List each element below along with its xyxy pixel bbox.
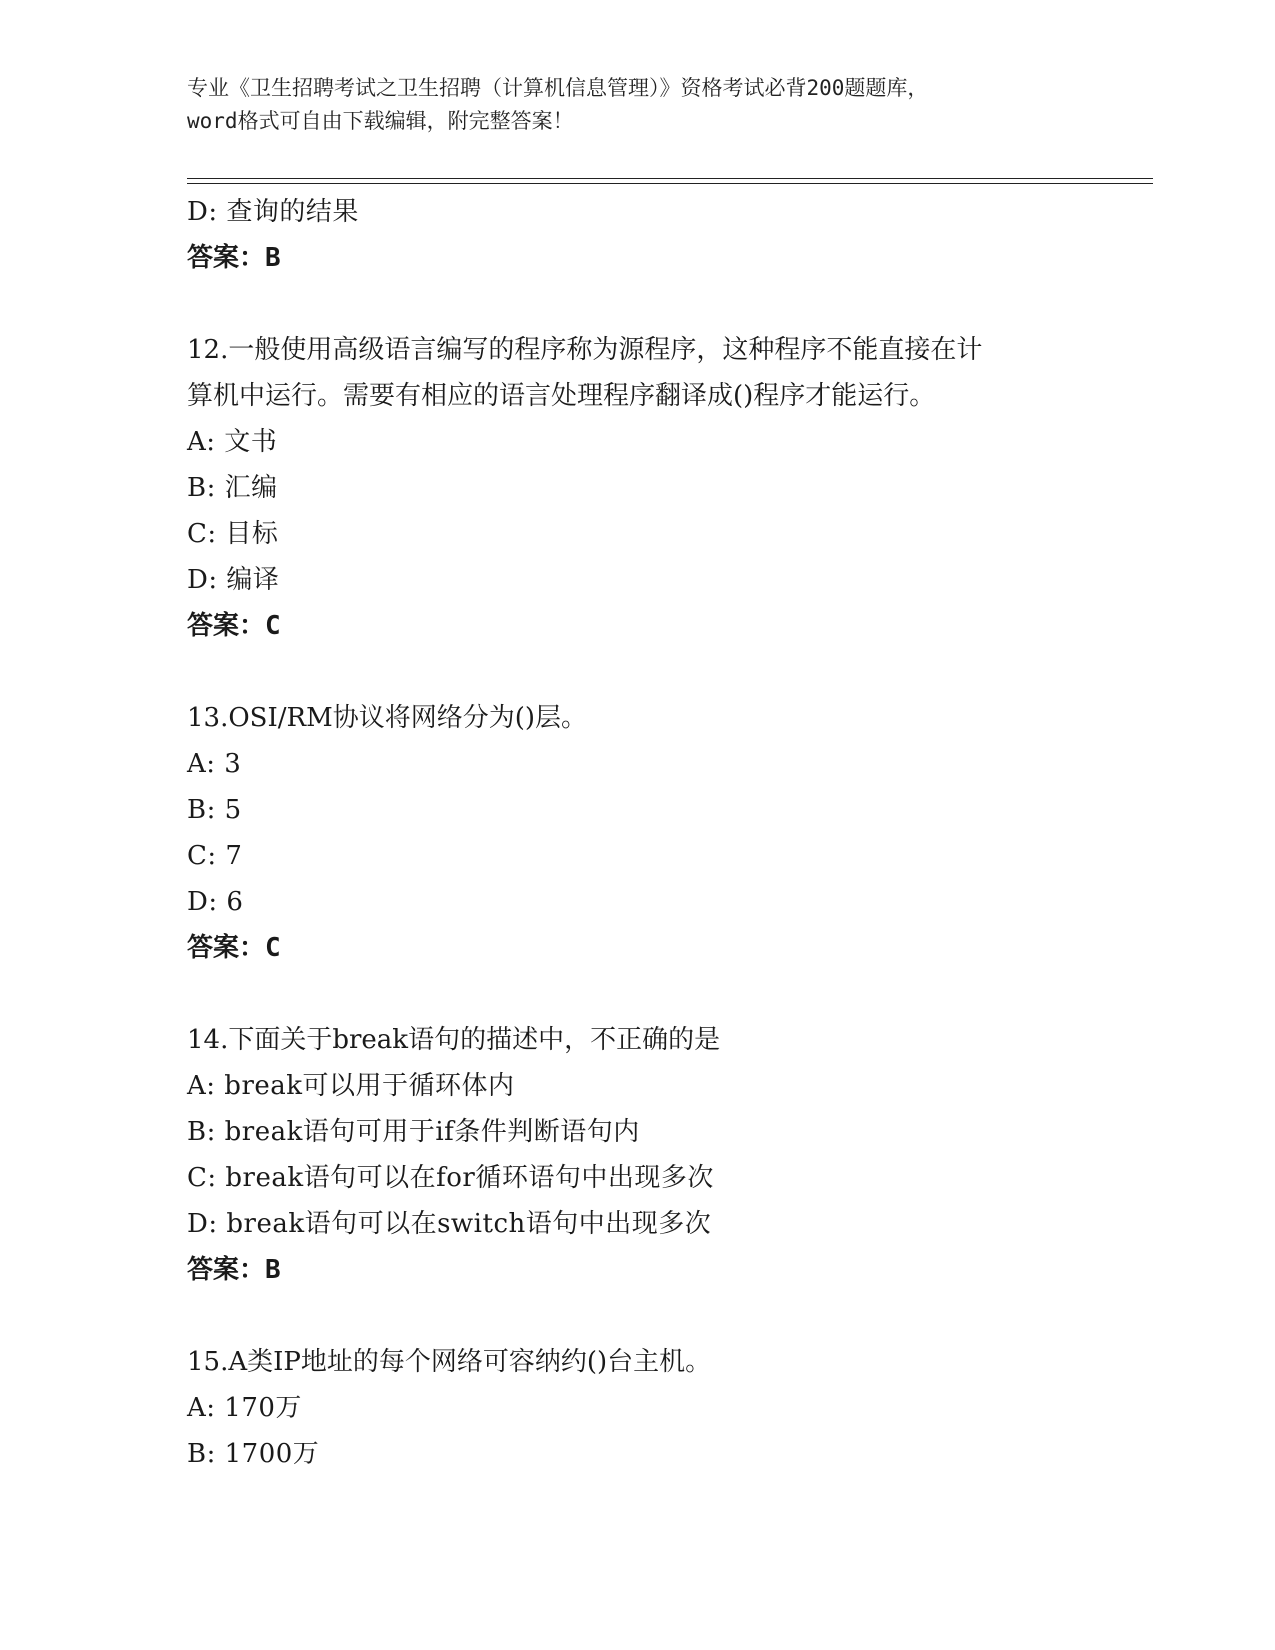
spacer <box>187 649 1107 695</box>
option-b: B: 汇编 <box>187 473 278 503</box>
question-15 <box>187 1339 1107 1477</box>
header-divider-bottom <box>187 183 1153 184</box>
question-stem-line-1: 14.下面关于break语句的描述中，不正确的是 <box>187 1025 721 1055</box>
option-c: C: 7 <box>187 841 243 871</box>
answer-line: 答案：C <box>187 611 281 641</box>
answer-line: 答案：B <box>187 243 281 273</box>
question-stem-line-1: 12.一般使用高级语言编写的程序称为源程序，这种程序不能直接在计 <box>187 335 983 365</box>
option-d: D: 编译 <box>187 565 280 595</box>
option-d: D: 查询的结果 <box>187 197 359 227</box>
question-11-tail <box>187 189 1107 281</box>
question-12 <box>187 327 1107 649</box>
question-14 <box>187 1017 1107 1293</box>
spacer <box>187 1293 1107 1339</box>
option-a: A: 3 <box>187 749 242 779</box>
header-title-line-2: word格式可自由下载编辑，附完整答案！ <box>187 109 574 133</box>
option-d: D: 6 <box>187 887 244 917</box>
option-b: B: 5 <box>187 795 242 825</box>
option-a: A: break可以用于循环体内 <box>187 1071 515 1101</box>
spacer <box>187 971 1107 1017</box>
question-13 <box>187 695 1107 971</box>
answer-line: 答案：B <box>187 1255 281 1285</box>
header-title-line-1: 专业《卫生招聘考试之卫生招聘（计算机信息管理）》资格考试必背200题题库， <box>187 76 929 100</box>
header-divider-top <box>187 178 1153 179</box>
spacer <box>187 281 1107 327</box>
document-header <box>187 72 1087 138</box>
option-a: A: 170万 <box>187 1393 302 1423</box>
option-c: C: 目标 <box>187 519 279 549</box>
question-list <box>187 189 1107 1477</box>
option-b: B: 1700万 <box>187 1439 320 1469</box>
option-c: C: break语句可以在for循环语句中出现多次 <box>187 1163 714 1193</box>
question-stem-line-2: 算机中运行。需要有相应的语言处理程序翻译成()程序才能运行。 <box>187 381 936 411</box>
question-stem-line-1: 15.A类IP地址的每个网络可容纳约()台主机。 <box>187 1347 712 1377</box>
option-a: A: 文书 <box>187 427 278 457</box>
option-b: B: break语句可用于if条件判断语句内 <box>187 1117 640 1147</box>
option-d: D: break语句可以在switch语句中出现多次 <box>187 1209 712 1239</box>
answer-line: 答案：C <box>187 933 281 963</box>
question-stem-line-1: 13.OSI/RM协议将网络分为()层。 <box>187 703 587 733</box>
